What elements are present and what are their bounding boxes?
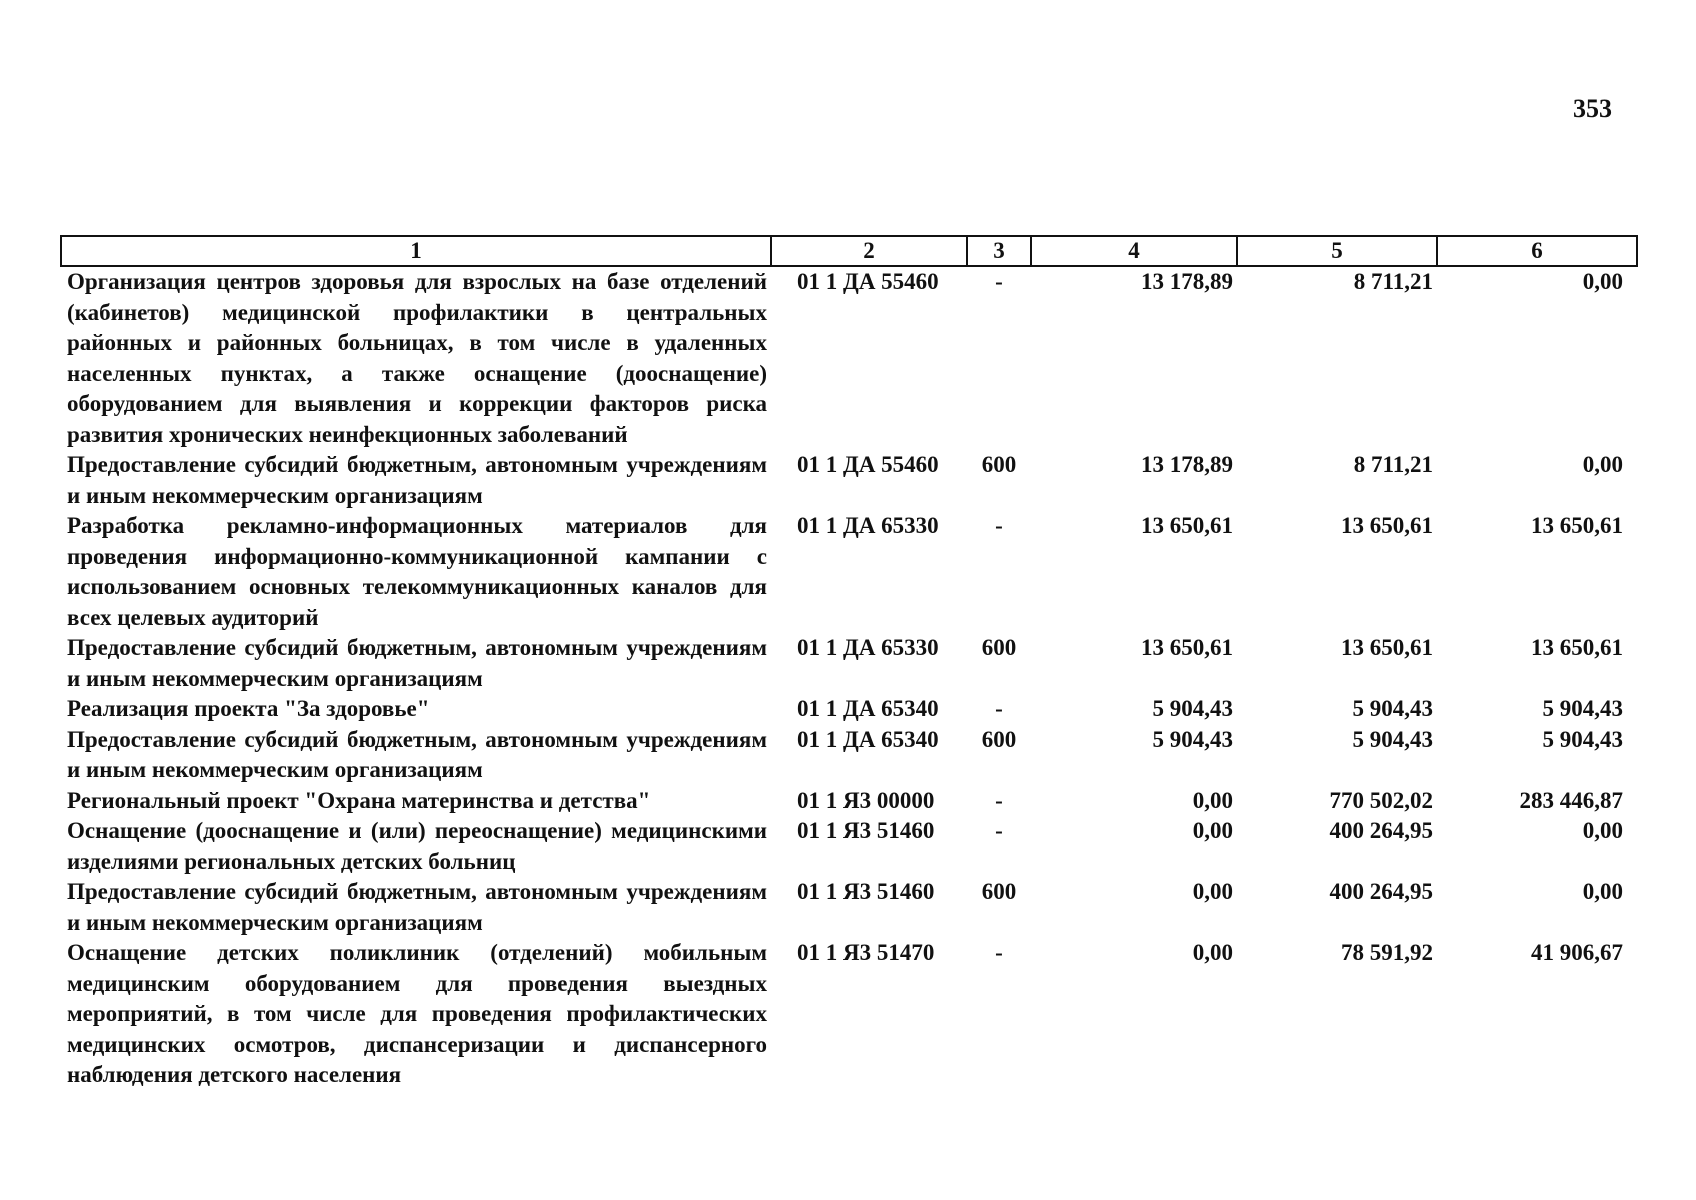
column-header-3: 3 [967, 236, 1031, 266]
row-code: 01 1 Я3 51470 [797, 940, 935, 965]
row-value-col6: 13 650,61 [1531, 513, 1623, 538]
column-header-5: 5 [1237, 236, 1437, 266]
row-expense-type: - [995, 787, 1003, 813]
row-expense-type: 600 [981, 452, 1017, 477]
row-value-col5: 5 904,43 [1352, 696, 1433, 721]
row-expense-type: 600 [981, 726, 1017, 752]
row-value-col6: 283 446,87 [1519, 787, 1623, 813]
row-code: 01 1 ДА 65340 [797, 726, 939, 752]
table-row [61, 633, 1637, 694]
row-code: 01 1 ДА 65340 [797, 696, 939, 721]
row-name: Оснащение детских поликлиник (отделений) мобильным медицинским оборудованием для проведения выездных мероприятий, в том числе для проведения профилактических медицинских осмотров, диспансеризации и диспансерного наблюдения детского населения [67, 940, 767, 1087]
table-row [61, 266, 1637, 450]
row-value-col6: 13 650,61 [1531, 635, 1623, 660]
row-code: 01 1 Я3 51460 [797, 879, 935, 904]
row-expense-type: - [995, 696, 1003, 721]
row-value-col6: 41 906,67 [1531, 940, 1623, 965]
table-row [61, 816, 1637, 877]
row-value-col6: 0,00 [1582, 452, 1623, 477]
row-name: Региональный проект "Охрана материнства и детства" [67, 787, 651, 813]
row-value-col6: 0,00 [1582, 269, 1623, 294]
row-value-col4: 0,00 [1192, 787, 1233, 813]
row-expense-type: 600 [981, 879, 1017, 904]
row-value-col5: 400 264,95 [1329, 879, 1433, 904]
row-value-col4: 13 650,61 [1141, 513, 1233, 538]
row-code: 01 1 Я3 00000 [797, 787, 935, 813]
row-name: Предоставление субсидий бюджетным, автономным учреждениям и иным некоммерческим организациям [67, 879, 767, 935]
row-value-col6: 5 904,43 [1542, 726, 1623, 752]
table-row [61, 786, 1637, 817]
row-name: Реализация проекта "За здоровье" [67, 696, 430, 721]
table-header-row [61, 236, 1637, 266]
table-row [61, 511, 1637, 633]
row-name: Разработка рекламно-информационных материалов для проведения информационно-коммуникационной кампании с использованием основных телекоммуникационных каналов для всех целевых аудиторий [67, 513, 767, 630]
row-value-col6: 5 904,43 [1542, 696, 1623, 721]
column-header-1: 1 [61, 236, 771, 266]
row-value-col5: 400 264,95 [1329, 818, 1433, 843]
row-value-col4: 13 178,89 [1141, 452, 1233, 477]
row-value-col5: 13 650,61 [1341, 513, 1433, 538]
row-expense-type: - [995, 513, 1003, 538]
table-row [61, 694, 1637, 725]
row-expense-type: - [995, 269, 1003, 294]
row-code: 01 1 ДА 55460 [797, 452, 939, 477]
row-expense-type: - [995, 818, 1003, 843]
row-value-col5: 13 650,61 [1341, 635, 1433, 660]
row-value-col4: 0,00 [1192, 818, 1233, 843]
row-value-col4: 13 178,89 [1141, 269, 1233, 294]
page-number: 353 [1573, 94, 1612, 123]
row-code: 01 1 ДА 55460 [797, 269, 939, 294]
row-code: 01 1 ДА 65330 [797, 513, 939, 538]
row-value-col5: 8 711,21 [1353, 452, 1433, 477]
row-name: Предоставление субсидий бюджетным, автономным учреждениям и иным некоммерческим организациям [67, 726, 767, 782]
row-value-col4: 0,00 [1192, 940, 1233, 965]
row-value-col5: 770 502,02 [1329, 787, 1433, 813]
row-expense-type: 600 [981, 635, 1017, 660]
row-value-col6: 0,00 [1582, 818, 1623, 843]
row-name: Предоставление субсидий бюджетным, автономным учреждениям и иным некоммерческим организациям [67, 452, 767, 508]
table-row [61, 938, 1637, 1091]
budget-table [60, 235, 1638, 1091]
row-name: Предоставление субсидий бюджетным, автономным учреждениям и иным некоммерческим организациям [67, 635, 767, 691]
row-value-col4: 13 650,61 [1141, 635, 1233, 660]
row-value-col6: 0,00 [1582, 879, 1623, 904]
row-value-col5: 8 711,21 [1353, 269, 1433, 294]
row-value-col5: 5 904,43 [1352, 726, 1433, 752]
row-code: 01 1 Я3 51460 [797, 818, 935, 843]
row-name: Организация центров здоровья для взрослых на базе отделений (кабинетов) медицинской профилактики в центральных районных и районных больницах, в том числе в удаленных населенных пунктах, а также оснащение (дооснащение) оборудованием для выявления и коррекции факторов риска развития хронических неинфекционных заболеваний [67, 269, 767, 447]
row-value-col4: 5 904,43 [1152, 696, 1233, 721]
row-value-col4: 5 904,43 [1152, 726, 1233, 752]
row-name: Оснащение (дооснащение и (или) переоснащение) медицинскими изделиями региональных детских больниц [67, 818, 767, 874]
column-header-6: 6 [1437, 236, 1637, 266]
table-row [61, 450, 1637, 511]
row-code: 01 1 ДА 65330 [797, 635, 939, 660]
table-row [61, 877, 1637, 938]
column-header-2: 2 [771, 236, 967, 266]
row-expense-type: - [995, 940, 1003, 965]
column-header-4: 4 [1031, 236, 1237, 266]
row-value-col5: 78 591,92 [1341, 940, 1433, 965]
row-value-col4: 0,00 [1192, 879, 1233, 904]
table-row [61, 725, 1637, 786]
